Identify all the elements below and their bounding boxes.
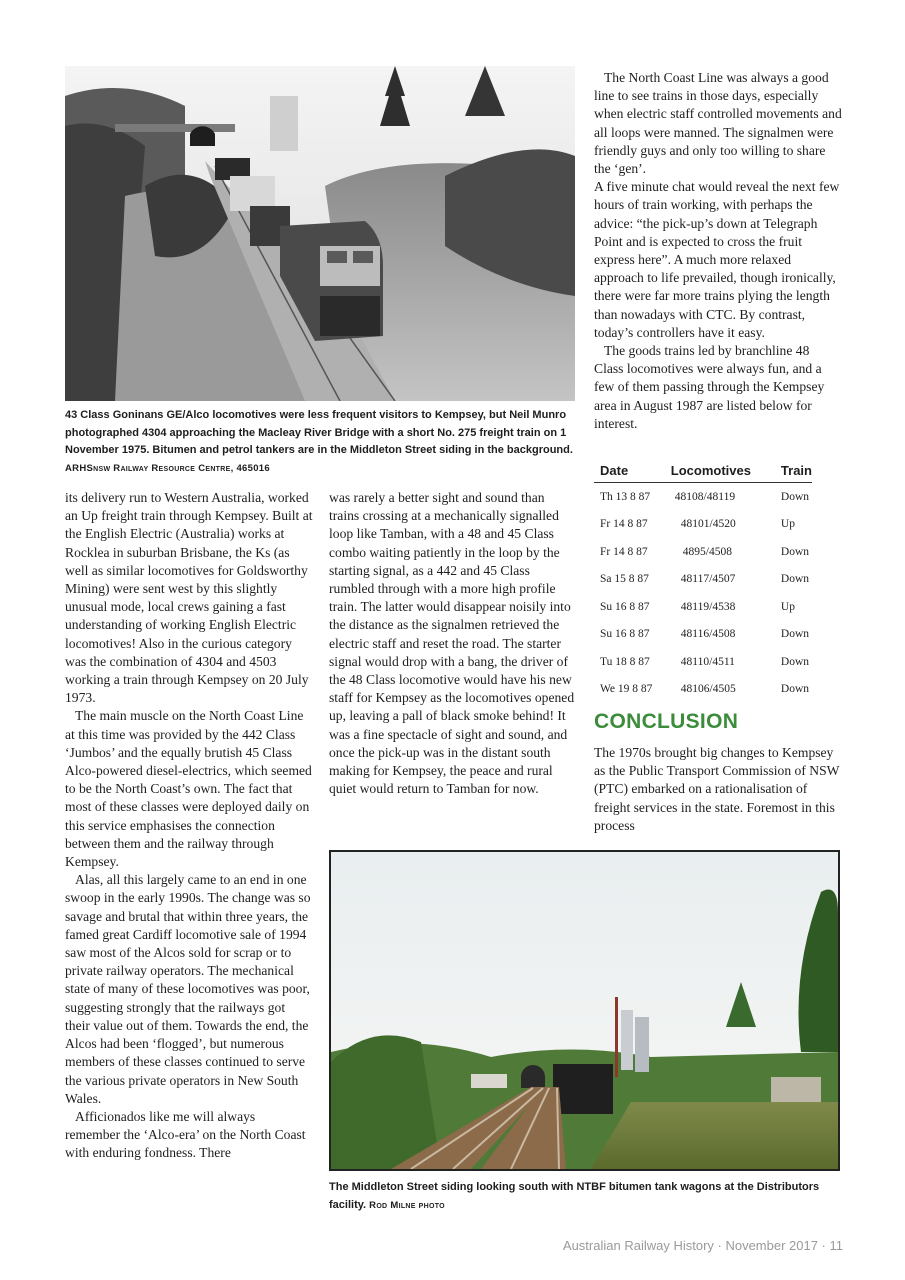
photo-credit: ARHSnsw Railway Resource Centre, 465016 — [65, 462, 270, 474]
section-heading-conclusion: CONCLUSION — [594, 710, 739, 733]
column-header-train: Train — [775, 459, 812, 483]
table-cell-train: Down — [780, 628, 810, 641]
table-row — [594, 511, 812, 539]
table-cell-locomotives: 48119/4538 — [680, 600, 736, 613]
table-cell-locomotives: 48101/4520 — [680, 518, 736, 531]
paragraph: The 1970s brought big changes to Kempsey as the Public Transport Commission of NSW (PTC) embarked on a rationalisation of freight services in the state. Foremost in this process — [594, 745, 840, 833]
paragraph: Afficionados like me will always remember the ‘Alco-era’ on the North Coast with enduring fondness. There — [65, 1108, 306, 1161]
paragraph: A five minute chat would reveal the next few hours of train working, with perhaps the advice: “the pick-up’s down at Telegraph Point and is expected to cross the fruit express here”. A much more relaxed approach to life prevailed, though ironically, there were far more trains plying the length than nowadays with CTC. By contrast, today’s controllers have it easy. — [594, 179, 840, 340]
siding-image — [331, 852, 838, 1169]
article-column-2 — [329, 489, 577, 798]
paragraph: Alas, all this largely came to an end in one swoop in the early 1990s. The change was so savage and brutal that within three years, the famed great Cardiff locomotive sale of 1994 saw most of the Alcos sold for scrap or to private railway operators. The mechanical state of many of these locomotives was poor, suggesting strongly that the railways got their value out of them. Towards the end, the Alcos had been ‘flogged’, but numerous members of these classes continued to serve the various private operators in New South Wales. — [65, 872, 311, 1106]
table-cell-train: Down — [780, 683, 810, 696]
paragraph: The goods trains led by branchline 48 Class locomotives were always fun, and a few of them passing through the Kempsey area in August 1987 are listed below for interest. — [594, 343, 825, 431]
photo-middleton-street-siding — [329, 850, 840, 1171]
table-cell-date: Th 13 8 87 — [600, 490, 651, 503]
table-cell-locomotives: 48108/48119 — [674, 490, 736, 503]
page-footer: Australian Railway History · November 2017 · 11 — [562, 1238, 843, 1253]
table-cell-train: Down — [780, 573, 810, 586]
table-header-row — [594, 459, 812, 483]
table-row — [594, 566, 812, 594]
paragraph: was rarely a better sight and sound than trains crossing at a mechanically signalled loop like Tamban, with a 48 and 45 Class combo waiting patiently in the loop by the starting signal, as a 442 and 45 Class rumbled through with a more high profile train. The latter would disappear noisily into the distance as the signalmen retrieved the electric staff and reset the road. The starter signal would drop with a bang, the driver of the 48 Class locomotive would have his new staff for Kempsey as the locomotives opened up, leaving a pall of black smoke behind! It was a fine spectacle of sight and sound, and once the pick-up was in the distant south making for Kempsey, the peace and rural quiet would return to Tamban for now. — [329, 490, 575, 797]
table-row — [594, 483, 812, 511]
caption-text: The Middleton Street siding looking south with NTBF bitumen tank wagons at the Distributors facility. — [329, 1181, 820, 1211]
table-cell-train: Up — [780, 600, 795, 613]
table-cell-date: Su 16 8 87 — [600, 600, 650, 613]
table-row — [594, 621, 812, 649]
paragraph: The North Coast Line was always a good line to see trains in those days, especially when electric staff controlled movements and all loops were manned. The signalmen were friendly guys and only too willing to share the ‘gen’. — [594, 70, 842, 177]
table-cell-date: We 19 8 87 — [600, 683, 653, 696]
table-cell-locomotives: 48110/4511 — [680, 655, 735, 668]
table-cell-date: Tu 18 8 87 — [600, 655, 650, 668]
article-column-right-top — [594, 69, 842, 433]
article-column-1 — [65, 489, 313, 1163]
caption-text: 43 Class Goninans GE/Alco locomotives were less frequent visitors to Kempsey, but Neil Munro photographed 4304 approaching the Macleay River Bridge with a short No. 275 freight train on 1 November 1975. Bitumen and petrol tankers are in the Middleton Street siding in the background. — [65, 409, 573, 456]
table-cell-train: Down — [780, 655, 810, 668]
table-cell-locomotives: 48116/4508 — [680, 628, 736, 641]
locomotive-table — [594, 459, 812, 703]
freight-train-image — [65, 66, 575, 401]
photo-caption — [329, 1179, 839, 1214]
table-cell-train: Down — [780, 545, 810, 558]
table-row — [594, 648, 812, 676]
table-cell-date: Fr 14 8 87 — [600, 545, 648, 558]
table-cell-date: Sa 15 8 87 — [600, 573, 649, 586]
table-cell-locomotives: 4895/4508 — [682, 545, 732, 558]
table-cell-date: Fr 14 8 87 — [600, 518, 648, 531]
photo-freight-train — [65, 66, 575, 401]
column-header-locomotives: Locomotives — [661, 459, 775, 483]
table-row — [594, 593, 812, 621]
table-cell-date: Su 16 8 87 — [600, 628, 650, 641]
table-row — [594, 676, 812, 704]
paragraph: its delivery run to Western Australia, worked an Up freight train through Kempsey. Built at the English Electric (Australia) works at Rocklea in suburban Brisbane, the Ks (as well as similar locomotives for Goldsworthy Mining) were sent west by this slightly unusual mode, local crews gaining a fast understanding of working English Electric locomotives! Also in the curious category was the combination of 4304 and 4503 working a train through Kempsey on 20 July 1973. — [65, 490, 313, 706]
photo-credit: Rod Milne photo — [369, 1199, 445, 1211]
photo-caption — [65, 407, 575, 477]
column-header-date: Date — [594, 459, 661, 483]
table-row — [594, 538, 812, 566]
table-cell-train: Up — [780, 518, 795, 531]
paragraph: The main muscle on the North Coast Line at this time was provided by the 442 Class ‘Jumbos’ and the equally brutish 45 Class Alco-powered diesel-electrics, which seemed to be the North Coast’s own. The fact that most of these classes were deployed daily on this service emphasises the connection between them and the railway through Kempsey. — [65, 708, 312, 870]
conclusion-paragraph — [594, 744, 842, 835]
table-cell-locomotives: 48117/4507 — [680, 573, 736, 586]
table-cell-locomotives: 48106/4505 — [680, 683, 736, 696]
table-cell-train: Down — [780, 490, 810, 503]
